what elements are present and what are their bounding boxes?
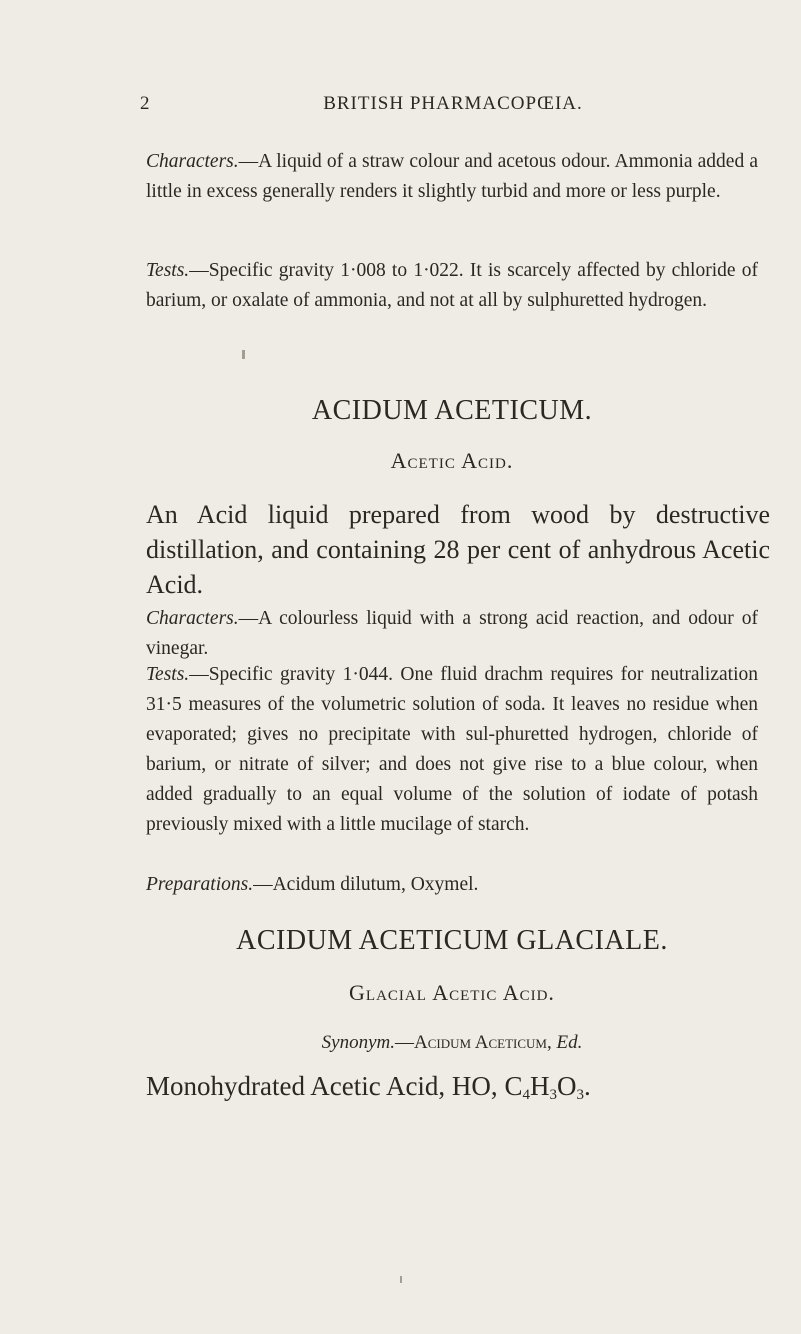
running-title: BRITISH PHARMACOPŒIA. xyxy=(323,93,583,114)
synonym-separator: , xyxy=(546,1032,557,1053)
tests-paragraph-2 xyxy=(146,660,758,840)
definition-paragraph: An Acid liquid prepared from wood by destructive distillation, and containing 28 per cent of anhydrous Acetic Acid. xyxy=(146,500,770,599)
preparations-text: —Acidum dilutum, Oxymel. xyxy=(253,874,479,895)
tests-text: —Specific gravity 1·008 to 1·022. It is scarcely affected by chloride of barium, or oxalate of ammonia, and not at all by sulphuretted hydrogen. xyxy=(146,260,758,311)
synonym-label: Synonym. xyxy=(321,1032,395,1053)
tests-paragraph-1 xyxy=(146,256,758,316)
formula-line: Monohydrated Acetic Acid, HO, $C_4H_3O_3$. xyxy=(146,1071,591,1103)
speck-mark xyxy=(242,350,245,359)
characters-paragraph-2 xyxy=(146,604,758,664)
synonym-line xyxy=(146,1032,758,1054)
preparations-label: Preparations. xyxy=(146,874,254,895)
characters-text: —A liquid of a straw colour and acetous odour. Ammonia added a little in excess generally renders it slightly turbid and more or less purple. xyxy=(146,151,758,202)
characters-label: Characters. xyxy=(146,608,239,629)
monograph-title-acidum-aceticum: ACIDUM ACETICUM. xyxy=(311,395,593,426)
synonym-name: —Acidum Aceticum xyxy=(395,1032,547,1053)
monograph-subtitle-acetic-acid: Acetic Acid. xyxy=(390,448,514,473)
characters-label: Characters. xyxy=(146,151,239,172)
tests-label: Tests. xyxy=(146,664,190,685)
page-number: 2 xyxy=(140,93,151,114)
monograph-title-acidum-aceticum-glaciale: ACIDUM ACETICUM GLACIALE. xyxy=(236,925,668,956)
speck-mark xyxy=(400,1276,402,1283)
tests-text: —Specific gravity 1·044. One fluid drachm requires for neutralization 31·5 measures of the volumetric solution of soda. It leaves no residue when evaporated; gives no precipitate with sul-phuretted hydrogen, chloride of barium, or nitrate of silver; and does not give rise to a blue colour, when added gradually to an equal volume of the solution of iodate of potash previously mixed with a little mucilage of starch. xyxy=(146,664,758,835)
preparations-paragraph xyxy=(146,870,758,900)
characters-text: —A colourless liquid with a strong acid reaction, and odour of vinegar. xyxy=(146,608,758,659)
tests-label: Tests. xyxy=(146,260,190,281)
synonym-source: Ed. xyxy=(556,1032,583,1053)
formula-description: Monohydrated Acetic Acid, HO, xyxy=(146,1071,505,1101)
characters-paragraph-1 xyxy=(146,147,758,207)
monograph-subtitle-glacial-acetic-acid: Glacial Acetic Acid. xyxy=(349,980,555,1005)
